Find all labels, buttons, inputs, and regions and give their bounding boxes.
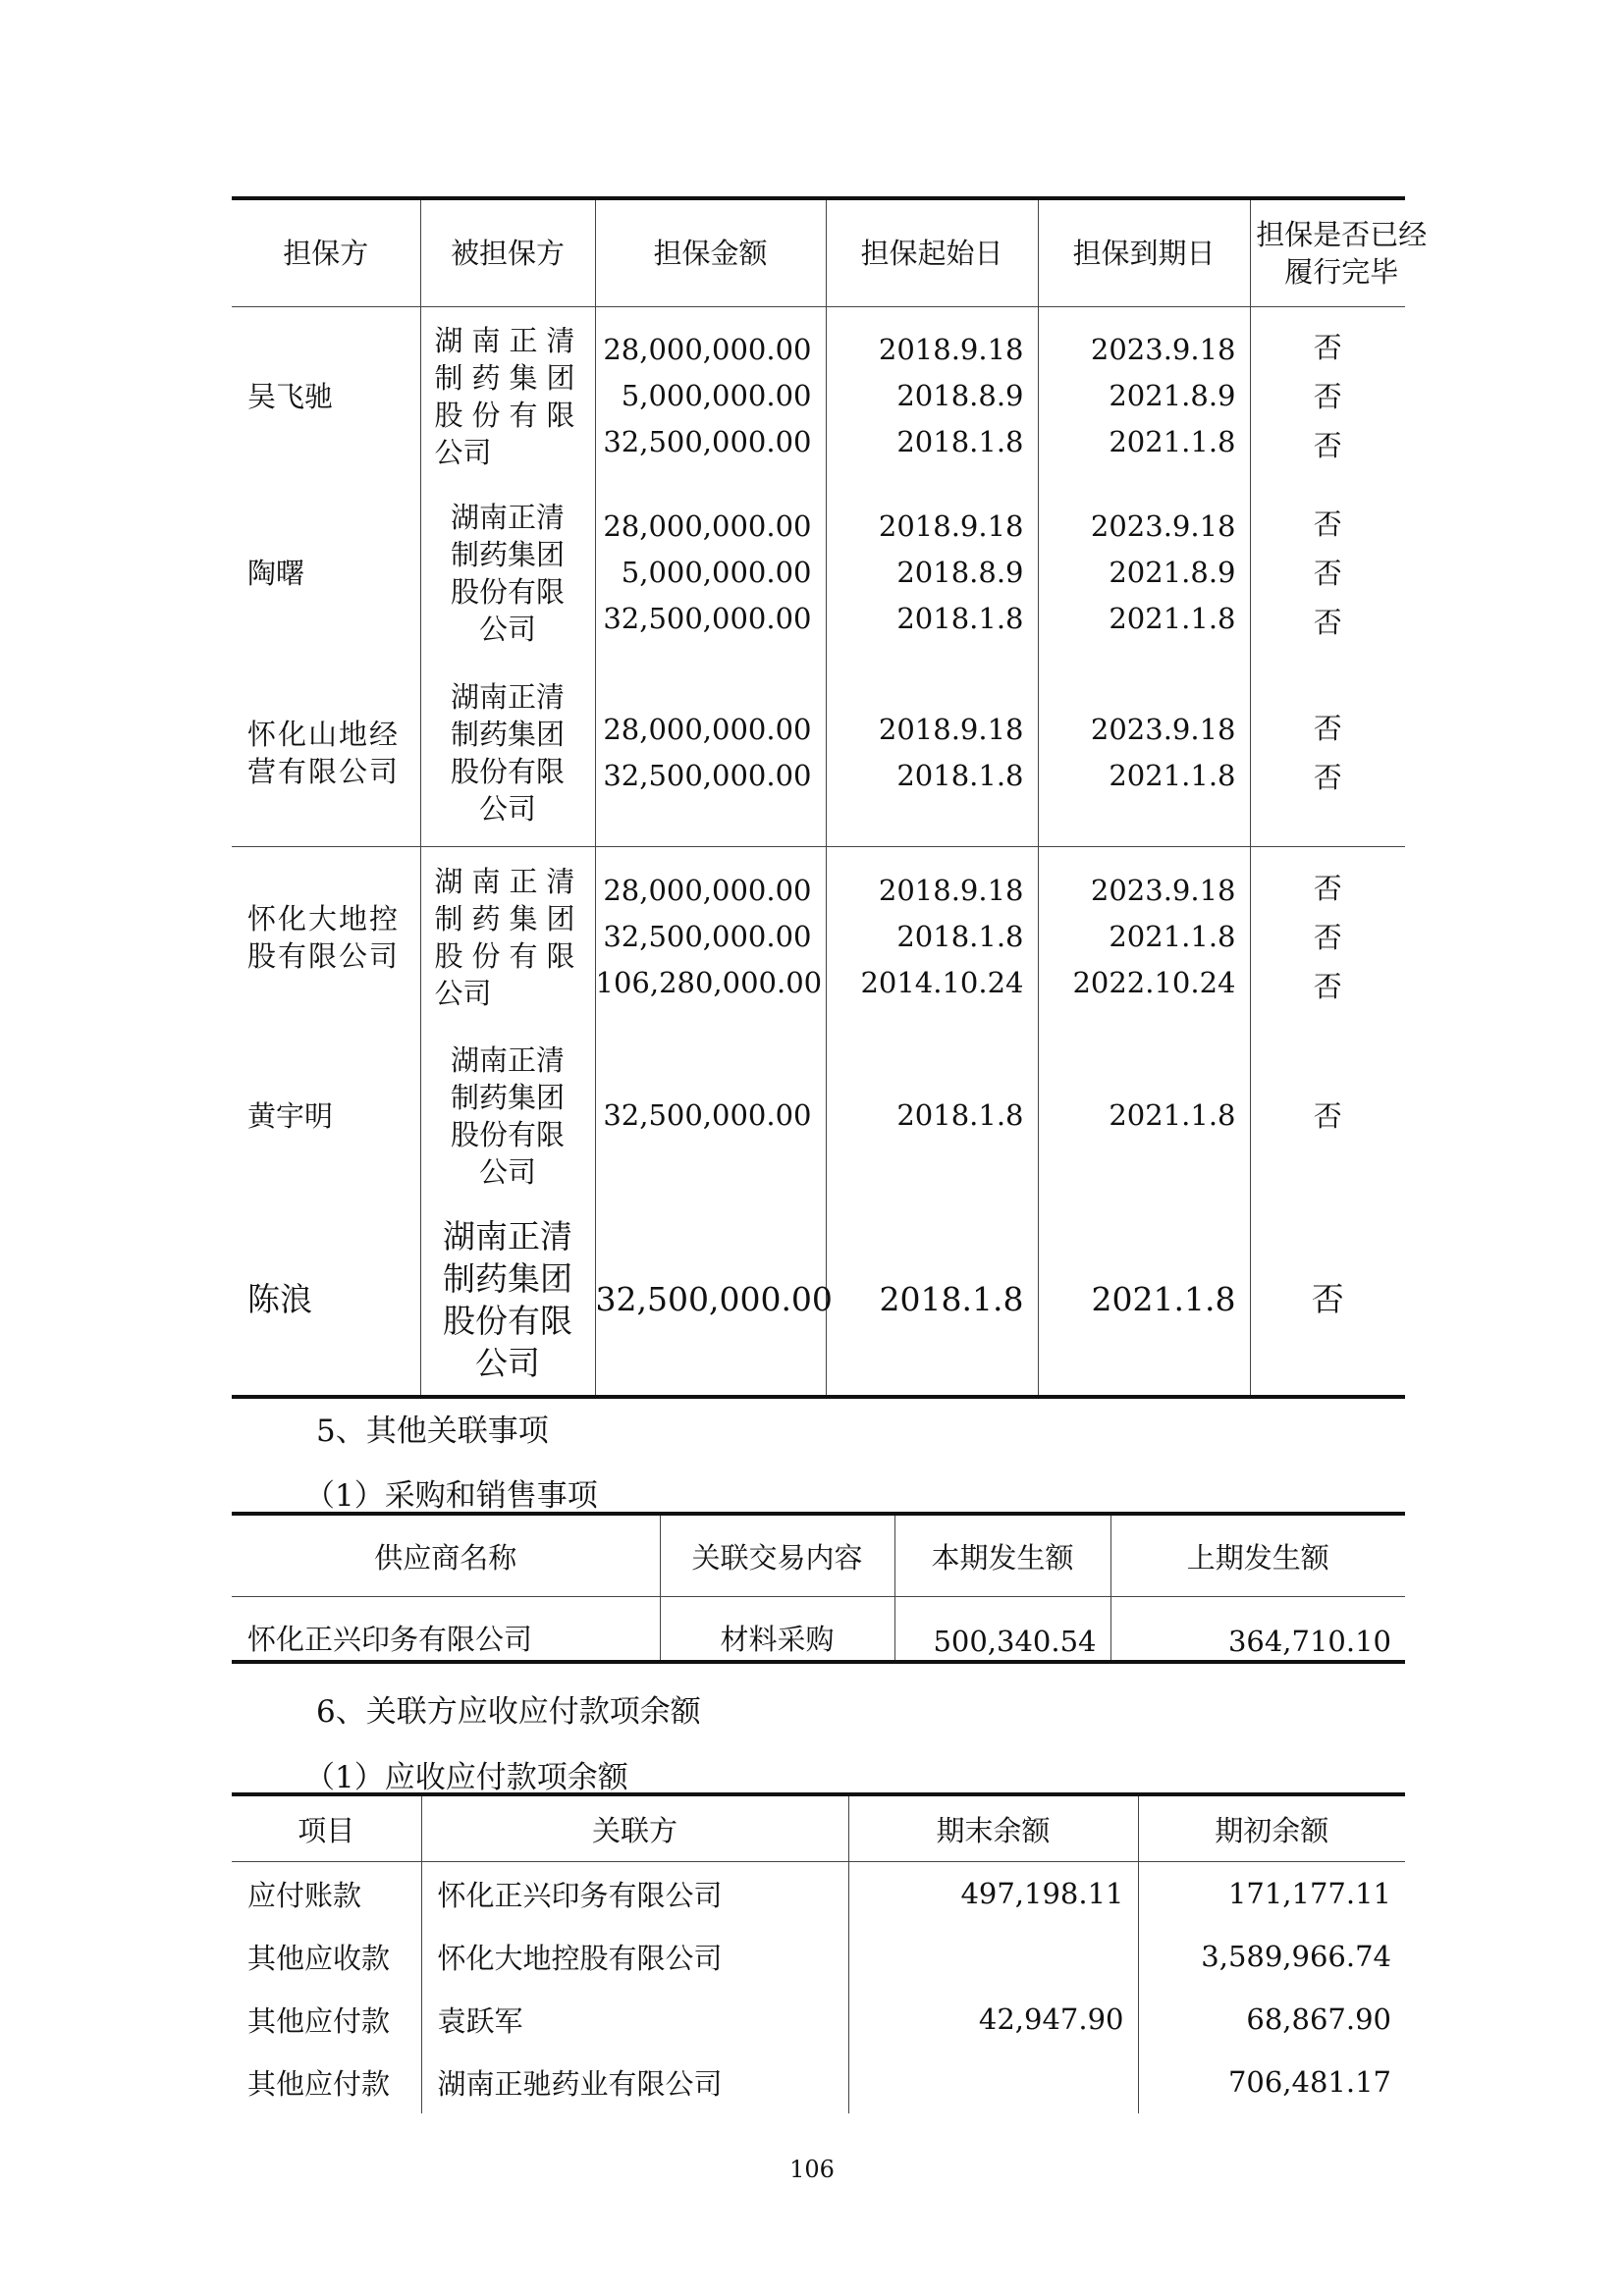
end-date-cell: 2023.9.18 2021.8.9 2021.1.8	[1038, 307, 1250, 486]
guaranteed-party-line: 公司	[434, 976, 492, 1010]
party-cell: 湖南正驰药业有限公司	[421, 2051, 848, 2113]
amount-cell: 28,000,000.00 32,500,000.00	[595, 661, 826, 847]
guaranteed-party-cell	[420, 1204, 595, 1397]
guarantee-table-header-row	[232, 198, 1405, 307]
table-row	[232, 1862, 1405, 1926]
guarantee-table	[232, 196, 1428, 1399]
guaranteed-party-cell	[420, 661, 595, 847]
item-cell: 其他应付款	[247, 2066, 391, 2101]
header-current-amount: 本期发生额	[894, 1514, 1110, 1597]
guaranteed-party-line: 股份有限	[434, 398, 584, 432]
ending-balance-cell: 497,198.11	[848, 1862, 1138, 1926]
ending-balance-cell	[848, 2051, 1138, 2113]
header-start-date: 担保起始日	[826, 198, 1038, 307]
guaranteed-party-cell	[420, 847, 595, 1028]
guaranteed-party-line: 制药集团	[443, 1258, 572, 1298]
guaranteed-party-line: 公司	[478, 792, 536, 827]
header-guaranteed-party: 被担保方	[420, 198, 595, 307]
start-date-cell: 2018.9.18 2018.8.9 2018.1.8	[826, 307, 1038, 486]
guaranteed-party-line: 股份有限	[450, 755, 565, 789]
guarantor-cell: 吴飞驰	[247, 379, 334, 413]
party-cell: 怀化正兴印务有限公司	[421, 1862, 848, 1926]
end-date-cell: 2023.9.18 2021.1.8 2022.10.24	[1038, 847, 1250, 1028]
header-end-date: 担保到期日	[1038, 198, 1250, 307]
guaranteed-party-line: 制药集团	[450, 1080, 565, 1114]
table-row	[232, 847, 1405, 1028]
table-row	[232, 1925, 1405, 1988]
table-row	[232, 486, 1405, 661]
header-guarantor: 担保方	[232, 198, 420, 307]
opening-balance-cell: 3,589,966.74	[1138, 1925, 1405, 1988]
header-supplier-name: 供应商名称	[232, 1514, 660, 1597]
end-date-cell: 2023.9.18 2021.8.9 2021.1.8	[1038, 486, 1250, 661]
guaranteed-party-line: 制药集团	[450, 718, 565, 752]
table-row	[232, 307, 1405, 486]
balance-table-header-row	[232, 1794, 1405, 1862]
amount-cell: 28,000,000.00 5,000,000.00 32,500,000.00	[595, 307, 826, 486]
item-cell: 应付账款	[247, 1878, 362, 1912]
party-cell: 怀化大地控股有限公司	[421, 1925, 848, 1988]
fulfilled-cell: 否 否 否	[1250, 847, 1405, 1028]
fulfilled-cell: 否 否	[1250, 661, 1405, 847]
header-ending-balance: 期末余额	[848, 1794, 1138, 1862]
guaranteed-party-line: 股份有限	[434, 938, 584, 973]
section-6-subtitle: （1）应收应付款项余额	[304, 1760, 628, 1795]
content-cell: 材料采购	[660, 1597, 894, 1663]
header-opening-balance: 期初余额	[1138, 1794, 1405, 1862]
guaranteed-party-line: 湖南正清	[434, 864, 584, 898]
guarantor-cell: 陶曙	[247, 556, 305, 590]
item-cell: 其他应收款	[247, 1941, 391, 1975]
header-item: 项目	[232, 1794, 421, 1862]
guaranteed-party-line: 湖南正清	[434, 323, 584, 357]
table-row	[232, 1028, 1405, 1204]
guaranteed-party-line: 湖南正清	[450, 1042, 565, 1077]
page-number: 106	[789, 2156, 835, 2183]
start-date-cell: 2018.9.18 2018.8.9 2018.1.8	[826, 486, 1038, 661]
guaranteed-party-line: 制药集团	[434, 901, 584, 935]
guaranteed-party-line: 公司	[434, 435, 492, 469]
start-date-cell: 2018.9.18 2018.1.8 2014.10.24	[826, 847, 1038, 1028]
purchase-table-header-row	[232, 1514, 1405, 1597]
guaranteed-party-line: 制药集团	[434, 360, 584, 395]
guarantor-cell: 陈浪	[247, 1279, 312, 1318]
amount-cell: 32,500,000.00	[595, 1028, 826, 1204]
start-date-cell: 2018.1.8	[826, 1204, 1038, 1397]
party-cell: 袁跃军	[421, 1988, 848, 2051]
opening-balance-cell: 68,867.90	[1138, 1988, 1405, 2051]
fulfilled-cell: 否 否 否	[1250, 307, 1405, 486]
start-date-cell: 2018.9.18 2018.1.8	[826, 661, 1038, 847]
previous-amount-cell: 364,710.10	[1110, 1597, 1405, 1663]
amount-cell: 32,500,000.00	[595, 1204, 826, 1397]
table-row	[232, 661, 1405, 847]
guaranteed-party-cell	[420, 307, 595, 486]
guaranteed-party-line: 湖南正清	[443, 1216, 572, 1255]
current-amount-cell: 500,340.54	[894, 1597, 1110, 1663]
ending-balance-cell	[848, 1925, 1138, 1988]
guaranteed-party-cell	[420, 486, 595, 661]
guaranteed-party-line: 湖南正清	[450, 500, 565, 534]
section-5-subtitle: （1）采购和销售事项	[304, 1478, 598, 1514]
guaranteed-party-line: 股份有限	[450, 1117, 565, 1151]
header-fulfilled: 担保是否已经履行完毕	[1250, 198, 1405, 307]
supplier-cell: 怀化正兴印务有限公司	[247, 1623, 533, 1656]
guaranteed-party-line: 股份有限	[450, 574, 565, 609]
end-date-cell: 2021.1.8	[1038, 1204, 1250, 1397]
amount-cell: 28,000,000.00 5,000,000.00 32,500,000.00	[595, 486, 826, 661]
guarantor-cell: 怀化大地控股有限公司	[232, 847, 420, 1028]
opening-balance-cell: 171,177.11	[1138, 1862, 1405, 1926]
header-transaction-content: 关联交易内容	[660, 1514, 894, 1597]
guaranteed-party-cell	[420, 1028, 595, 1204]
section-5-title: 5、其他关联事项	[316, 1414, 549, 1449]
guaranteed-party-line: 公司	[478, 1154, 536, 1189]
table-row	[232, 1988, 1405, 2051]
header-previous-amount: 上期发生额	[1110, 1514, 1405, 1597]
guaranteed-party-line: 公司	[475, 1343, 540, 1382]
guaranteed-party-line: 公司	[478, 612, 536, 646]
balance-table	[232, 1792, 1405, 2113]
start-date-cell: 2018.1.8	[826, 1028, 1038, 1204]
guaranteed-party-line: 股份有限	[443, 1301, 572, 1340]
guarantor-cell: 怀化山地经营有限公司	[247, 718, 401, 789]
purchase-sales-table	[232, 1512, 1405, 1664]
ending-balance-cell: 42,947.90	[848, 1988, 1138, 2051]
guarantor-cell: 黄宇明	[247, 1098, 334, 1133]
header-related-party: 关联方	[421, 1794, 848, 1862]
amount-cell: 28,000,000.00 32,500,000.00 106,280,000.00	[595, 847, 826, 1028]
fulfilled-cell: 否	[1250, 1028, 1405, 1204]
guaranteed-party-line: 湖南正清	[450, 680, 565, 715]
guaranteed-party-line: 制药集团	[450, 537, 565, 571]
fulfilled-cell: 否 否 否	[1250, 486, 1405, 661]
opening-balance-cell: 706,481.17	[1138, 2051, 1405, 2113]
item-cell: 其他应付款	[247, 2003, 391, 2038]
section-6-title: 6、关联方应收应付款项余额	[316, 1694, 701, 1730]
table-row	[232, 1597, 1405, 1663]
fulfilled-cell: 否	[1250, 1204, 1405, 1397]
table-row	[232, 1204, 1405, 1397]
end-date-cell: 2021.1.8	[1038, 1028, 1250, 1204]
header-guarantee-amount: 担保金额	[595, 198, 826, 307]
end-date-cell: 2023.9.18 2021.1.8	[1038, 661, 1250, 847]
table-row	[232, 2051, 1405, 2113]
